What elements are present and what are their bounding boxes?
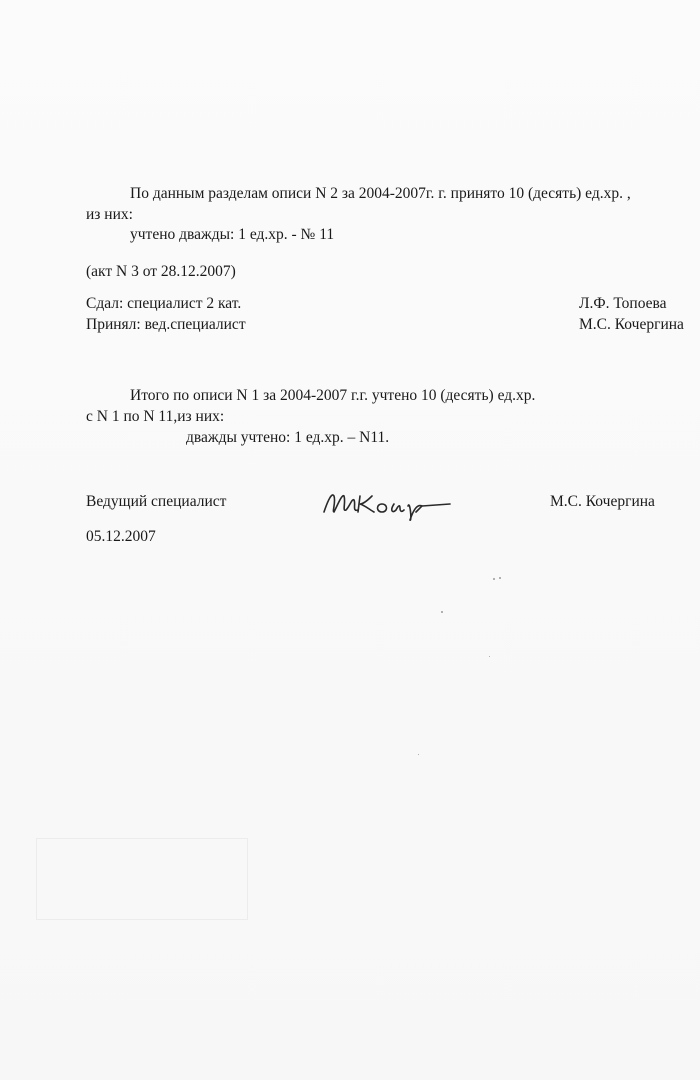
handover-received-name: М.С. Кочергина [579, 316, 684, 333]
section1-line1: По данным разделам описи N 2 за 2004-2007г. г. принято 10 (десять) ед.хр. , [130, 185, 631, 202]
section2-line1: Итого по описи N 1 за 2004-2007 г.г. учтено 10 (десять) ед.хр. [130, 387, 536, 404]
scan-speck [493, 578, 495, 580]
handover-received-label: Принял: вед.специалист [86, 316, 246, 333]
section1-line3: учтено дважды: 1 ед.хр. - № 11 [130, 226, 335, 243]
scan-speck [418, 754, 419, 755]
faint-stamp-outline [36, 838, 248, 920]
signoff-position: Ведущий специалист [86, 493, 227, 510]
handwritten-signature [318, 482, 458, 526]
section2-line3: дважды учтено: 1 ед.хр. – N11. [186, 429, 390, 446]
act-reference: (акт N 3 от 28.12.2007) [86, 263, 236, 280]
signoff-name: М.С. Кочергина [550, 493, 655, 510]
signoff-date: 05.12.2007 [86, 528, 156, 545]
section2-line2: с N 1 по N 11,из них: [86, 408, 225, 425]
scan-speck [441, 611, 443, 613]
scan-speck [499, 577, 501, 579]
scan-speck [489, 656, 490, 657]
handover-gave-label: Сдал: специалист 2 кат. [86, 295, 242, 312]
section1-line2: из них: [86, 206, 133, 223]
handover-gave-name: Л.Ф. Топоева [579, 295, 667, 312]
